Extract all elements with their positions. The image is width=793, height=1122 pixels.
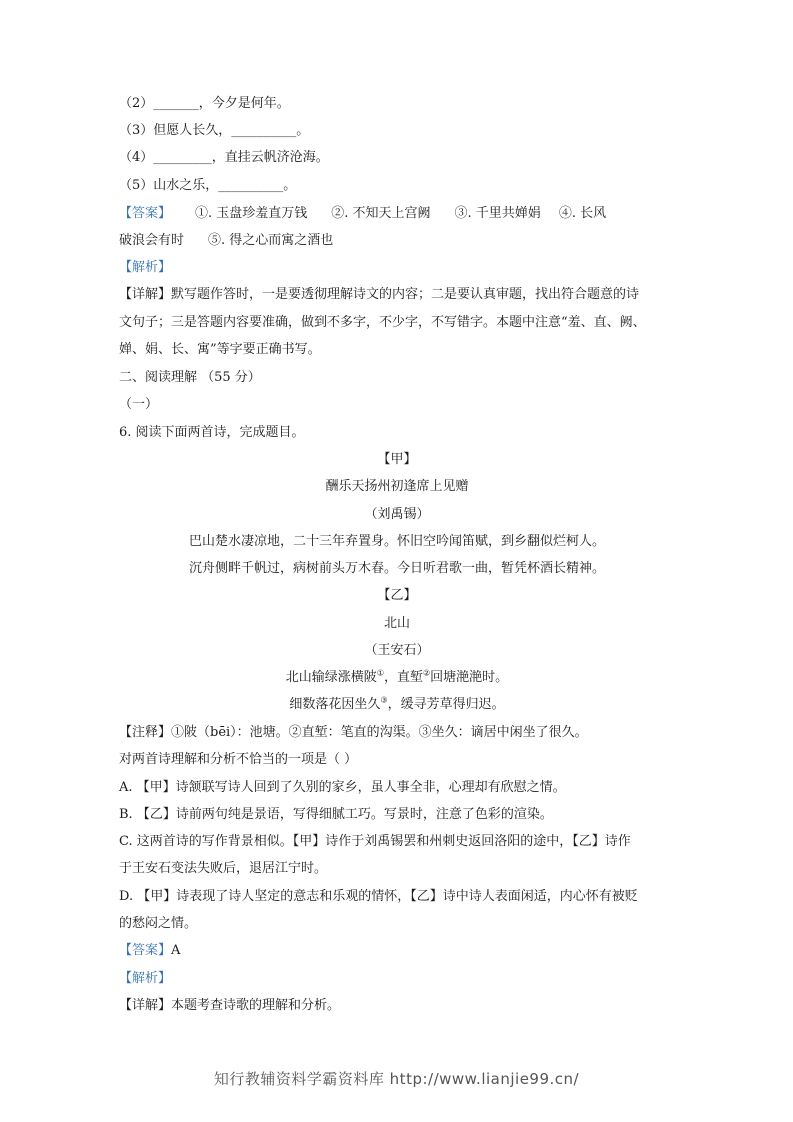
option-d-line-1: D. 【甲】诗表现了诗人坚定的意志和乐观的情怀，【乙】诗中诗人表面闲适，内心怀有被贬 <box>119 889 638 904</box>
option-c-line-1: C. 这两首诗的写作背景相似。【甲】诗作于刘禹锡罢和州刺史返回洛阳的途中，【乙】诗作 <box>119 834 631 849</box>
poem-yi-title: 北山 <box>383 616 410 631</box>
answer-item-2: ②. 不知天上宫阙 <box>331 206 431 221</box>
poem-yi-line-2 <box>119 695 675 715</box>
answer-2-value: A <box>171 943 181 958</box>
option-a: A. 【甲】诗颔联写诗人回到了久别的家乡，虽人事全非，心理却有欣慰之情。 <box>119 780 566 795</box>
section-title: 二、阅读理解 （55 分） <box>119 370 261 385</box>
analysis-2-line-1: 【详解】本题考查诗歌的理解和分析。 <box>119 998 341 1013</box>
answer-line-2 <box>119 231 333 251</box>
poem-yi-line-1-part-b: ，直堑 <box>383 670 423 685</box>
answer-item-4: ④. 长风 <box>558 206 607 221</box>
poem-yi-line-2-part-b: ，缓寻芳草得归迟。 <box>387 697 505 712</box>
poem-yi-line-1 <box>119 668 675 688</box>
analysis-line-3: 婵、娟、长、寓”等字要正确书写。 <box>119 342 321 357</box>
option-b: B. 【乙】诗前两句纯是景语，写得细腻工巧。写景时，注意了色彩的渲染。 <box>119 807 553 822</box>
section-sub: （一） <box>119 397 159 412</box>
poem-jia-line-1: 巴山楚水凄凉地，二十三年弃置身。怀旧空吟闻笛赋，到乡翻似烂柯人。 <box>188 534 605 549</box>
option-c-line-2: 于王安石变法失败后，退居江宁时。 <box>119 861 328 876</box>
answer-item-3: ③. 千里共婵娟 <box>454 206 541 221</box>
question-stem: 对两首诗理解和分析不恰当的一项是（ ） <box>119 752 358 767</box>
answer-item-5: ⑤. 得之心而寓之酒也 <box>208 233 334 248</box>
poem-jia-title: 酬乐天扬州初逢席上见赠 <box>325 479 469 494</box>
footer-watermark: 知行教辅资料学霸资料库 http://www.lianjie99.cn/ <box>213 1070 580 1088</box>
analysis-2-tag: 【解析】 <box>119 971 172 986</box>
poem-jia-author: （刘禹锡） <box>364 507 430 522</box>
question-6-intro: 6. 阅读下面两首诗，完成题目。 <box>119 425 305 440</box>
poem-yi-author: （王安石） <box>364 643 430 658</box>
answer-tag: 【答案】 <box>119 206 172 221</box>
poem-yi-line-2-part-a: 细数落花因坐久 <box>289 697 381 712</box>
poem-yi-line-1-part-a: 北山输绿涨横陂 <box>285 670 377 685</box>
fill-in-q5: （5）山水之乐，__________。 <box>119 178 297 193</box>
footnote-mark-1: ① <box>376 668 384 678</box>
analysis-tag: 【解析】 <box>119 260 172 275</box>
poem-yi-label: 【乙】 <box>377 588 417 603</box>
fill-in-q4: （4）_________，直挂云帆济沧海。 <box>119 150 329 165</box>
answer-2-tag: 【答案】 <box>119 943 172 958</box>
footnote-mark-2: ② <box>423 668 431 678</box>
analysis-line-2: 文句子；三是答题内容要准确，做到不多字，不少字，不写错字。本题中注意“羞、直、阙、 <box>119 315 646 330</box>
analysis-line-1: 【详解】默写题作答时，一是要透彻理解诗文的内容；二是要认真审题，找出符合题意的诗 <box>119 287 640 302</box>
option-d-line-2: 的愁闷之情。 <box>119 916 198 931</box>
footnote-mark-3: ③ <box>380 695 388 705</box>
poem-jia-line-2: 沉舟侧畔千帆过，病树前头万木春。今日听君歌一曲，暂凭杯酒长精神。 <box>188 561 605 576</box>
answer-item-1: ①. 玉盘珍羞直万钱 <box>195 206 308 221</box>
poem-jia-label: 【甲】 <box>377 452 417 467</box>
fill-in-q3: （3）但愿人长久，__________。 <box>119 123 310 138</box>
poem-yi-line-1-part-c: 回塘滟滟时。 <box>430 670 509 685</box>
answer-line-1 <box>119 204 606 224</box>
answer-item-4-cont: 破浪会有时 <box>119 233 185 248</box>
fill-in-q2: （2）_______，今夕是何年。 <box>119 96 290 111</box>
poem-notes: 【注释】①陂（bēi）：池塘。②直堑：笔直的沟渠。③坐久：谪居中闲坐了很久。 <box>119 725 588 740</box>
answer-2 <box>119 941 180 961</box>
